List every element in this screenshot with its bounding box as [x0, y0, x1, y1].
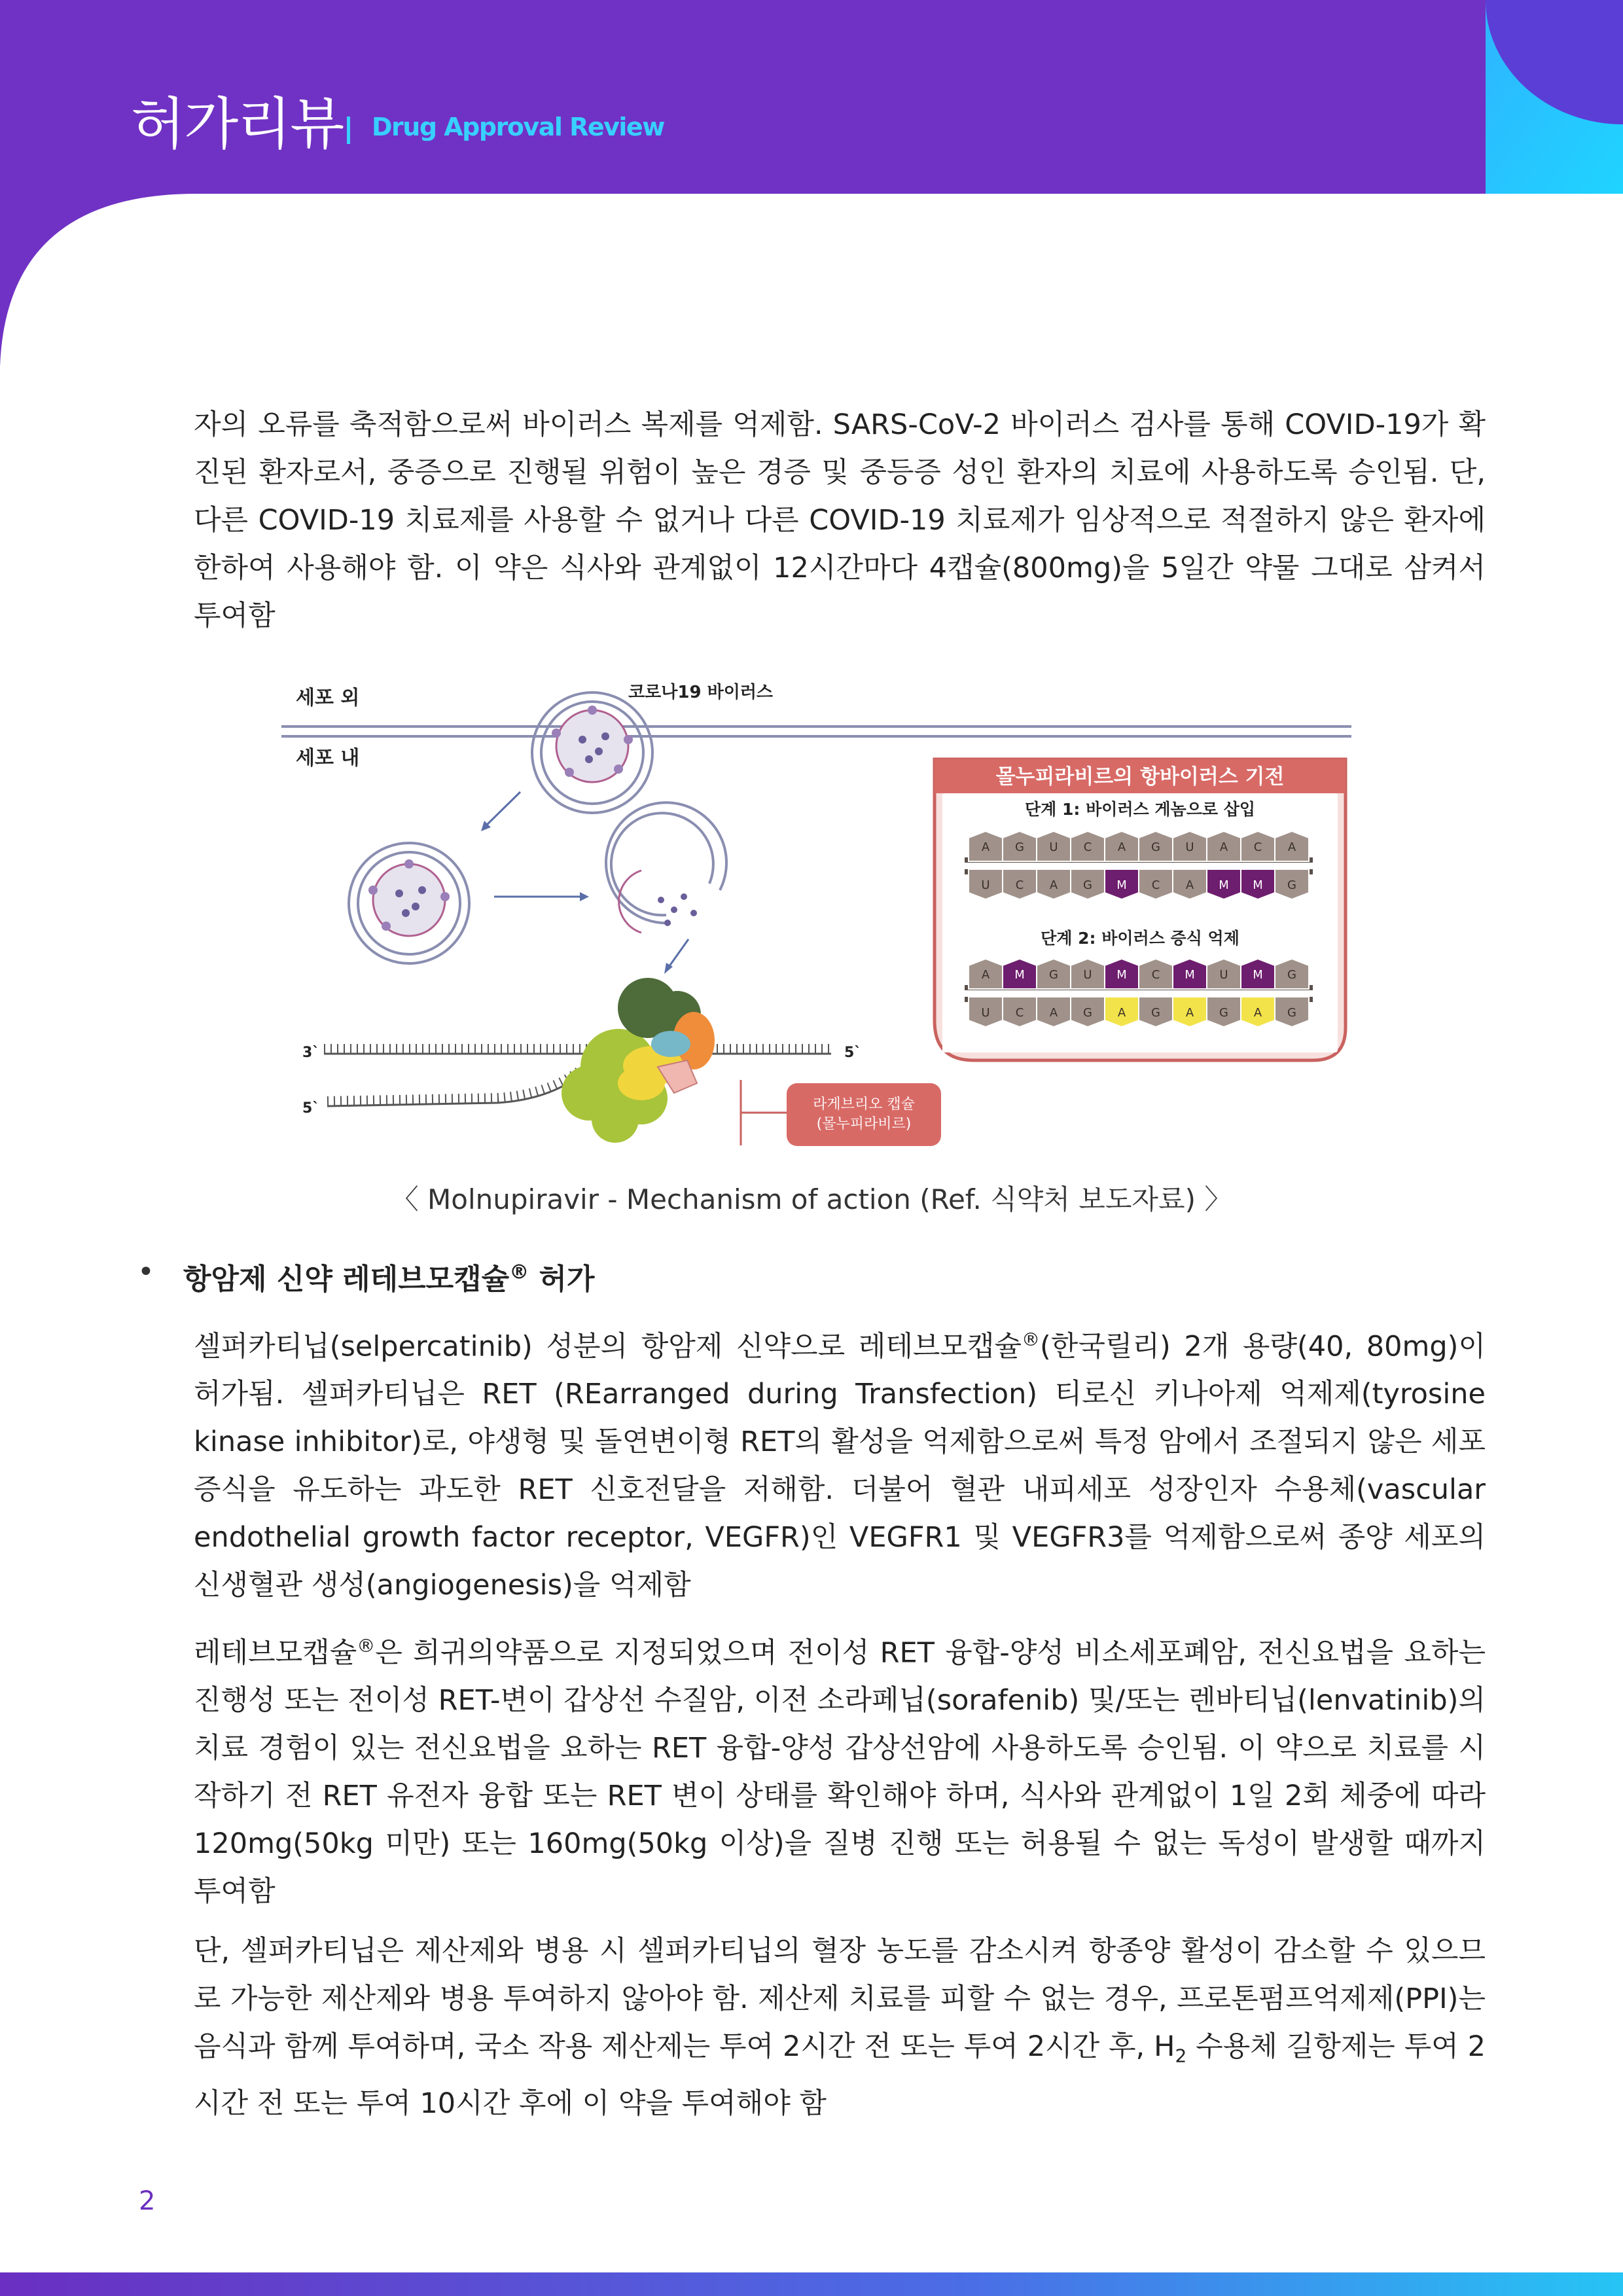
nucleotide-letter: C [1151, 968, 1160, 982]
nucleotide-letter: C [1015, 1006, 1024, 1020]
nucleotide-letter: M [1116, 878, 1127, 892]
section-heading [183, 1255, 595, 1297]
nucleotide-letter: M [1185, 968, 1195, 982]
nucleotide-letter: A [1185, 1006, 1194, 1020]
paragraph-4-part-b: 수용체 길항제는 투여 2시간 전 또는 투여 10시간 후에 이 약을 투여해야 함 [194, 2030, 1486, 2120]
nucleotide-letter: A [1253, 1006, 1262, 1020]
nucleotide-letter: A [1049, 1006, 1058, 1020]
bottom-bar [0, 2272, 1623, 2296]
nucleotide-letter: U [1219, 968, 1228, 982]
nucleotide-letter: U [981, 878, 990, 892]
paragraph-3-part-b: 은 희귀의약품으로 지정되었으며 전이성 RET 융합-양성 비소세포폐암, 전신요법을 요하는 진행성 또는 전이성 RET-변이 갑상선 수질암, 이전 소라페닙(sorafenib) 및/또는 렌바티닙(lenvatinib)의 치료 경험이 있는 전신요법을 요하는 RET 융합-양성 갑상선암에 사용하도록 승인됨. 이 약으로 치료를 시작하기 전 RET 유전자 융합 또는 RET 변이 상태를 확인해야 하며, 식사와 관계없이 1일 2회 체중에 따라 120mg(50kg 미만) 또는 160mg(50kg 이상)을 질병 진행 또는 허용될 수 없는 독성이 발생할 때까지 투여함 [194, 1636, 1486, 1909]
arrow-head-icon [580, 892, 589, 901]
nucleotide-letter: A [1185, 878, 1194, 892]
nucleotide-letter: G [1287, 968, 1296, 982]
nucleotide-letter: G [1151, 840, 1160, 854]
nucleotide-letter: G [1151, 1006, 1160, 1020]
step1-label: 단계 1: 바이러스 게놈으로 삽입 [1024, 800, 1256, 819]
registered-mark: ® [357, 1635, 376, 1657]
step2-label: 단계 2: 바이러스 증식 억제 [1041, 929, 1240, 948]
paragraph-1: 자의 오류를 축적함으로써 바이러스 복제를 억제함. SARS-CoV-2 바이러스 검사를 통해 COVID-19가 확진된 환자로서, 중증으로 진행될 위험이 높은 경증 및 중등증 성인 환자의 치료에 사용하도록 승인됨. 단, 다른 COVID-19 치료제를 사용할 수 없거나 다른 COVID-19 치료제가 임상적으로 적절하지 않은 환자에 한하여 사용해야 함. 이 약은 식사와 관계없이 12시간마다 4캡슐(800mg)을 5일간 약물 그대로 삼켜서 투여함 [194, 408, 1486, 632]
figure-caption: 〈 Molnupiravir - Mechanism of action (Ref. 식약처 보도자료) 〉 [391, 1183, 1232, 1215]
molnupiravir-mechanism-diagram [275, 674, 1361, 1158]
outside-cell-label: 세포 외 [296, 687, 360, 709]
rna-new-strand [327, 1073, 582, 1106]
nucleotide-letter: G [1219, 1006, 1228, 1020]
nucleotide-letter: G [1015, 840, 1024, 854]
nucleotide-letter: A [981, 840, 990, 854]
paragraph-2-part-b: (한국릴리) 2개 용량(40, 80mg)이 허가됨. 셀퍼카티닙은 RET (REarranged during Transfection) 티로신 키나아제 억제제(tyrosine kinase inhibitor)로, 야생형 및 돌연변이형 RET의 활성을 억제함으로써 특정 암에서 조절되지 않은 세포 증식을 유도하는 과도한 RET 신호전달을 저해함. 더불어 혈관 내피세포 성장인자 수용체(vascular endothelial growth factor receptor, VEGFR)인 VEGFR1 및 VEGFR3를 억제함으로써 종양 세포의 신생혈관 생성(angiogenesis)을 억제함 [194, 1330, 1486, 1602]
nucleotide-letter: G [1083, 1006, 1092, 1020]
nucleotide-letter: A [1117, 1006, 1126, 1020]
page-number: 2 [139, 2186, 156, 2216]
bullet-icon: • [137, 1255, 154, 1289]
uncoating-icon [606, 802, 726, 933]
header-band [0, 0, 1623, 367]
cell-membrane [281, 726, 1351, 736]
nucleotide-letter: M [1253, 878, 1263, 892]
registered-mark: ® [1022, 1329, 1041, 1350]
strand-3prime-left-label: 3` [302, 1045, 320, 1061]
nucleotide-letter: C [1015, 878, 1024, 892]
drug-label-box [787, 1083, 941, 1146]
virus-entry-icon [532, 692, 652, 813]
nucleotide-letter: G [1287, 1006, 1296, 1020]
header-subtitle: Drug Approval Review [372, 113, 664, 141]
nucleotide-letter: A [1117, 840, 1126, 854]
nucleotide-letter: M [1219, 878, 1229, 892]
strand-5prime-right-label: 5` [844, 1045, 862, 1061]
arrow-icon [484, 792, 520, 827]
nucleotide-letter: A [981, 968, 990, 982]
rna-new-strand-ticks [327, 1068, 582, 1101]
arrow-icon [668, 939, 688, 969]
drug-label-line1: 라게브리오 캡슐 [813, 1096, 915, 1113]
paragraph-2 [194, 1316, 1486, 1609]
endosome-virus-icon [349, 843, 469, 963]
nucleotide-letter: M [1014, 968, 1025, 982]
nucleotide-letter: M [1116, 968, 1127, 982]
paragraph-4 [194, 1928, 1486, 2128]
paragraph-3 [194, 1622, 1486, 1916]
nucleotide-letter: U [1083, 968, 1092, 982]
nucleotide-letter: M [1253, 968, 1263, 982]
subscript-2: 2 [1175, 2045, 1187, 2067]
nucleotide-letter: A [1287, 840, 1296, 854]
paragraph-3-part-a: 레테브모캡슐 [194, 1636, 357, 1670]
section-heading-suffix: 허가 [529, 1263, 595, 1296]
nucleotide-letter: G [1049, 968, 1058, 982]
nucleotide-letter: C [1083, 840, 1092, 854]
header-title: 허가리뷰 [131, 92, 344, 157]
nucleotide-letter: U [1185, 840, 1194, 854]
nucleotide-letter: C [1151, 878, 1160, 892]
registered-mark: ® [509, 1261, 529, 1284]
nucleotide-letter: U [1049, 840, 1058, 854]
paragraph-4-part-a: 단, 셀퍼카티닙은 제산제와 병용 시 셀퍼카티닙의 혈장 농도를 감소시켜 항종양 활성이 감소할 수 있으므로 가능한 제산제와 병용 투여하지 않아야 함. 제산제 치료를 피할 수 없는 경우, 프로톤펌프억제제(PPI)는 음식과 함께 투여하며, 국소 작용 제산제는 투여 2시간 전 또는 투여 2시간 후, H [194, 1935, 1486, 2063]
inside-cell-label: 세포 내 [296, 747, 360, 770]
nucleotide-letter: C [1253, 840, 1262, 854]
strand-5prime-left-label: 5` [302, 1100, 320, 1117]
nucleotide-letter: A [1219, 840, 1228, 854]
nucleotide-letter: A [1049, 878, 1058, 892]
nucleotide-letter: G [1083, 878, 1092, 892]
nucleotide-letter: G [1287, 878, 1296, 892]
virus-label: 코로나19 바이러스 [628, 683, 774, 702]
polymerase-complex-icon [562, 978, 715, 1143]
nucleotide-letter: U [981, 1006, 990, 1020]
section-heading-text: 항암제 신약 레테브모캡슐 [183, 1263, 510, 1296]
header-divider [347, 117, 350, 144]
drug-label-line2: (몰누피라비르) [816, 1116, 912, 1132]
paragraph-2-part-a: 셀퍼카티닙(selpercatinib) 성분의 항암제 신약으로 레테브모캡슐 [194, 1330, 1022, 1363]
panel-title: 몰누피라비르의 항바이러스 기전 [995, 765, 1285, 789]
